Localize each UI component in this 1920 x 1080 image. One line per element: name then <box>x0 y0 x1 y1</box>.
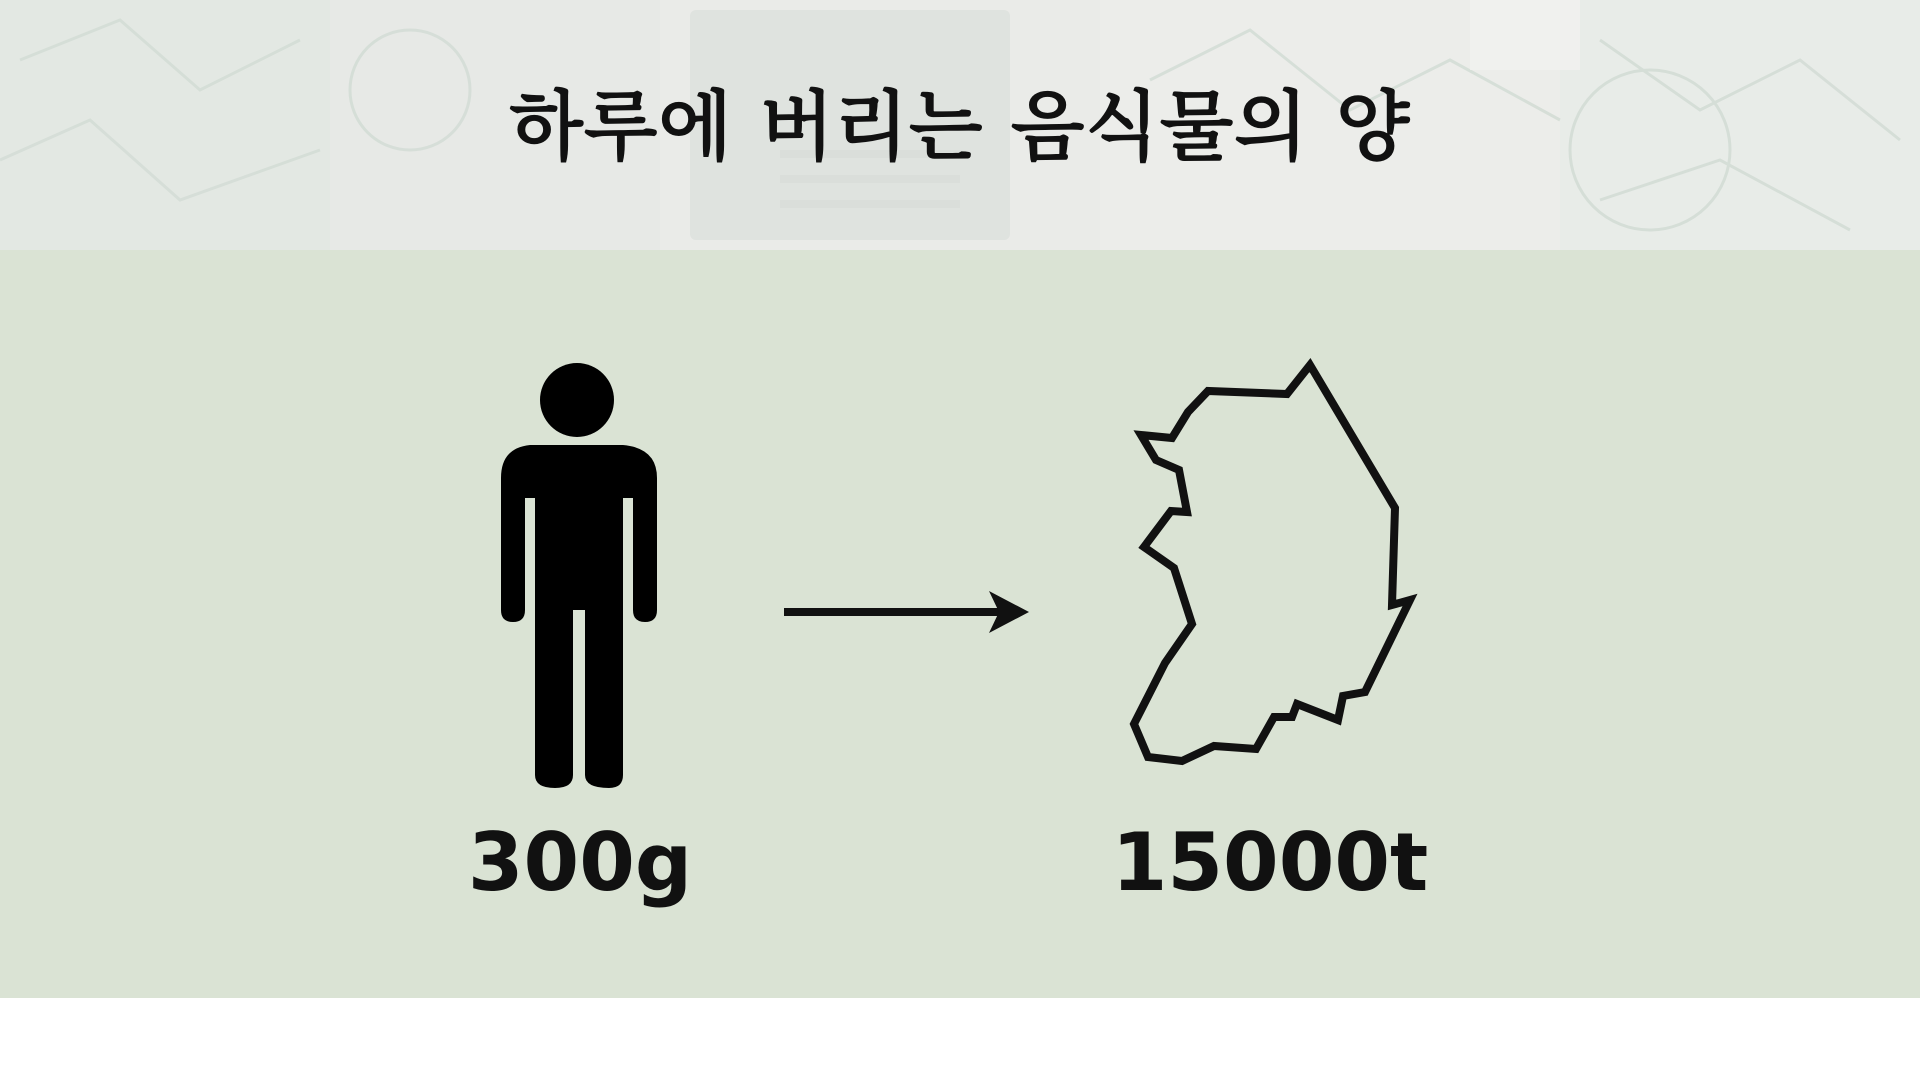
header-background-photo <box>0 0 1920 250</box>
person-amount: 300g <box>467 816 693 909</box>
person-icon <box>495 360 665 792</box>
country-amount: 15000t <box>1111 816 1429 909</box>
arrow-right-icon <box>780 586 1030 638</box>
korea-map-icon <box>1100 350 1430 770</box>
page-title: 하루에 버리는 음식물의 양 <box>509 82 1411 171</box>
